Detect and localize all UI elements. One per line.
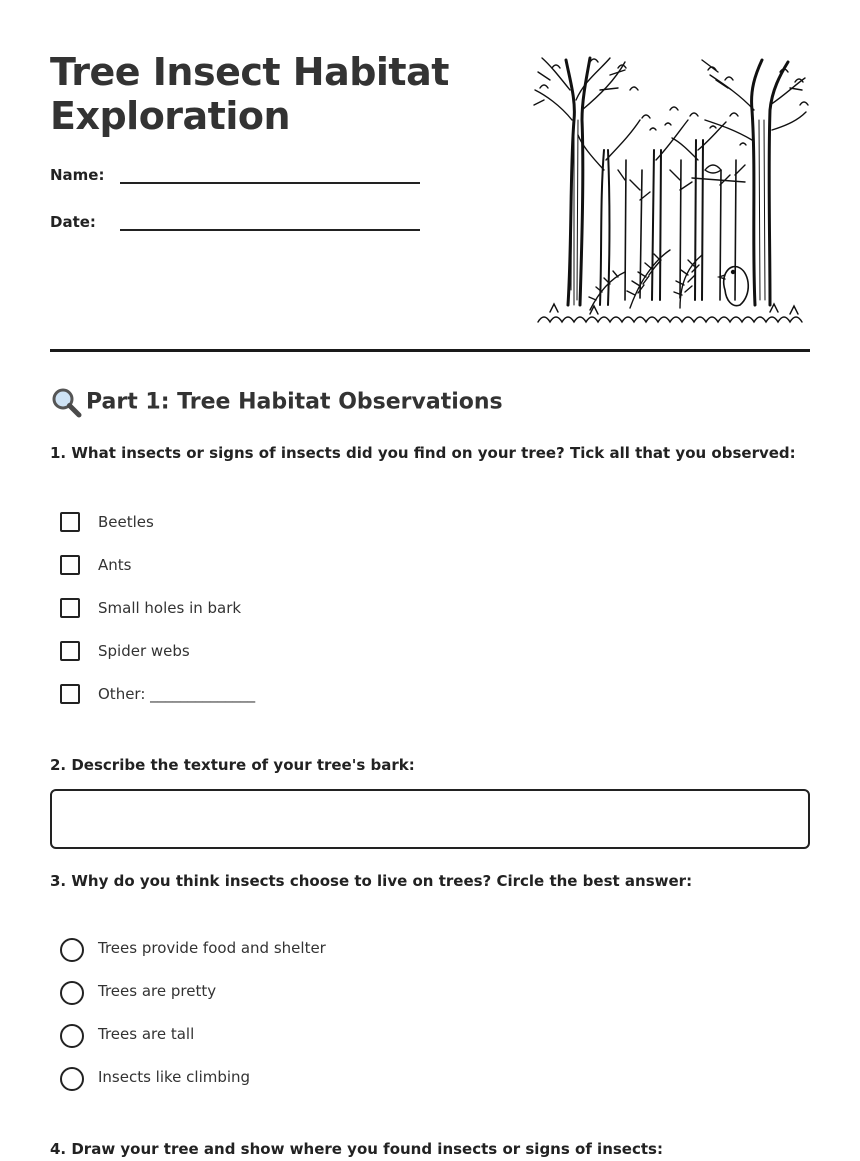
name-line[interactable] — [120, 182, 420, 184]
q1-option-label: Small holes in bark — [98, 599, 242, 617]
q1-option-label: Ants — [98, 556, 132, 574]
q1-option-label: Beetles — [98, 513, 154, 531]
radio-circle[interactable] — [60, 938, 84, 962]
section-heading-text: Part 1: Tree Habitat Observations — [86, 389, 503, 415]
q1-option[interactable] — [60, 598, 660, 624]
worksheet-title: Tree Insect Habitat Exploration — [50, 50, 449, 138]
q1-option-label: Spider webs — [98, 642, 190, 660]
section-heading-part1 — [50, 386, 810, 420]
q3-option[interactable] — [60, 938, 660, 964]
header-divider — [50, 349, 810, 352]
date-field-row — [50, 213, 470, 243]
forest-illustration — [530, 50, 810, 328]
radio-circle[interactable] — [60, 1024, 84, 1048]
q3-option[interactable] — [60, 1067, 660, 1093]
checkbox[interactable] — [60, 555, 80, 575]
question-4: 4. Draw your tree and show where you found insects or signs of insects: — [50, 1140, 663, 1158]
q3-option-label: Trees are pretty — [98, 982, 217, 1000]
date-line[interactable] — [120, 229, 420, 231]
worksheet-page — [50, 0, 810, 1161]
question-2: 2. Describe the texture of your tree's bark: — [50, 756, 415, 774]
q1-option[interactable] — [60, 641, 660, 667]
checkbox[interactable] — [60, 641, 80, 661]
bark-texture-answer-box[interactable] — [50, 789, 810, 849]
name-label: Name: — [50, 166, 105, 184]
radio-circle[interactable] — [60, 1067, 84, 1091]
q1-option[interactable] — [60, 512, 660, 538]
checkbox[interactable] — [60, 684, 80, 704]
q1-option-label: Other: ______________ — [98, 685, 256, 703]
q3-option-label: Trees are tall — [98, 1025, 195, 1043]
q1-option[interactable] — [60, 684, 660, 710]
q3-option-label: Trees provide food and shelter — [98, 939, 326, 957]
magnifying-glass-icon — [50, 386, 82, 418]
question-1: 1. What insects or signs of insects did you find on your tree? Tick all that you observed: — [50, 444, 796, 462]
date-label: Date: — [50, 213, 96, 231]
q3-option[interactable] — [60, 1024, 660, 1050]
checkbox[interactable] — [60, 512, 80, 532]
checkbox[interactable] — [60, 598, 80, 618]
q1-option[interactable] — [60, 555, 660, 581]
q3-option-label: Insects like climbing — [98, 1068, 251, 1086]
name-field-row — [50, 166, 470, 196]
question-3: 3. Why do you think insects choose to live on trees? Circle the best answer: — [50, 872, 693, 890]
q3-option[interactable] — [60, 981, 660, 1007]
radio-circle[interactable] — [60, 981, 84, 1005]
